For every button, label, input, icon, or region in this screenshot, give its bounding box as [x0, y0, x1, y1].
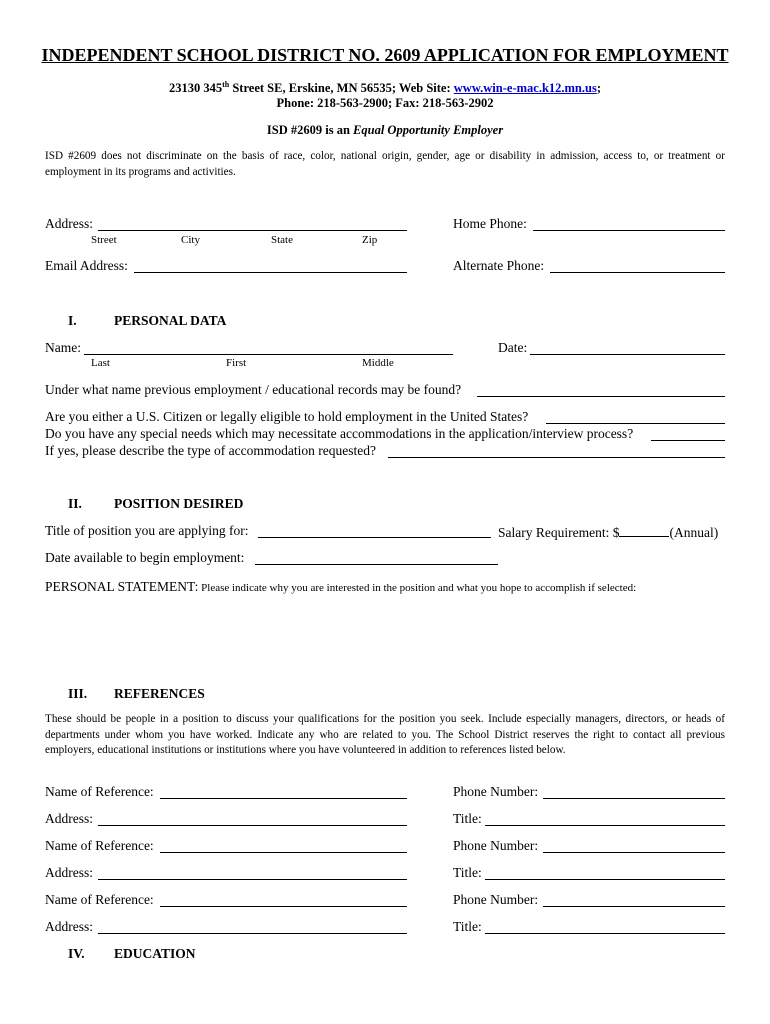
date-available-field[interactable] [255, 564, 498, 565]
reference-2-phone-label: Phone Number: [453, 838, 539, 853]
phone-fax: Phone: 218-563-2900; Fax: 218-563-2902 [276, 96, 494, 110]
nondiscrimination-text: ISD #2609 does not discriminate on the basis of race, color, national origin, gender, age or disability in admission, access to, or treatment or employment in its programs and activities. [45, 150, 725, 178]
reference-3-title-label: Title: [453, 919, 482, 934]
section-4-title: EDUCATION [114, 946, 196, 961]
date-field[interactable] [530, 354, 725, 355]
personal-statement-label: PERSONAL STATEMENT: [45, 579, 199, 594]
zip-caption: Zip [362, 234, 378, 246]
eoe-pre: ISD #2609 is an [266, 123, 354, 137]
salary-suffix: (Annual) [669, 525, 719, 540]
reference-2-address-label: Address: [45, 865, 93, 880]
reference-1-phone-label: Phone Number: [453, 784, 539, 799]
reference-2-title-field[interactable] [485, 879, 725, 880]
reference-3-name-field[interactable] [160, 906, 407, 907]
first-caption: First [226, 357, 247, 369]
section-2-number: II. [68, 496, 82, 511]
address-end: ; [596, 81, 601, 96]
reference-3-address-label: Address: [45, 919, 93, 934]
reference-2-address-field[interactable] [98, 879, 407, 880]
salary-label [498, 523, 718, 541]
section-4-number: IV. [68, 946, 85, 961]
citizenship-question: Are you either a U.S. Citizen or legally eligible to hold employment in the United States? [45, 409, 529, 424]
citizenship-field[interactable] [546, 423, 725, 424]
email-label: Email Address: [45, 258, 128, 273]
reference-3-title-field[interactable] [485, 933, 725, 934]
special-needs-field[interactable] [651, 440, 725, 441]
district-address [0, 80, 770, 96]
address-post: Street SE, Erskine, MN 56535; Web Site: [229, 81, 454, 96]
date-label: Date: [498, 340, 528, 355]
reference-2-name-field[interactable] [160, 852, 407, 853]
reference-1-name-label: Name of Reference: [45, 784, 154, 799]
city-caption: City [181, 234, 200, 246]
eoe-em: Equal Opportunity Employer [353, 123, 504, 137]
reference-2-name-label: Name of Reference: [45, 838, 154, 853]
section-3-title: REFERENCES [114, 686, 205, 701]
home-phone-field[interactable] [533, 230, 725, 231]
state-caption: State [271, 234, 293, 246]
section-1-title: PERSONAL DATA [114, 313, 227, 328]
previous-name-question: Under what name previous employment / educational records may be found? [45, 382, 462, 397]
reference-1-address-label: Address: [45, 811, 93, 826]
reference-1-title-field[interactable] [485, 825, 725, 826]
address-sup: th [222, 80, 230, 89]
reference-3-name-label: Name of Reference: [45, 892, 154, 907]
reference-1-phone-field[interactable] [543, 798, 725, 799]
alt-phone-field[interactable] [550, 272, 725, 273]
reference-1-name-field[interactable] [160, 798, 407, 799]
reference-3-address-field[interactable] [98, 933, 407, 934]
personal-statement-area[interactable] [45, 600, 725, 670]
reference-1-title-label: Title: [453, 811, 482, 826]
salary-label-text: Salary Requirement: $ [498, 525, 620, 540]
home-phone-label: Home Phone: [453, 216, 527, 231]
reference-3-phone-field[interactable] [543, 906, 725, 907]
references-instructions: These should be people in a position to discuss your qualifications for the position you seek. Include especially managers, directors, or heads of departments under whom you have worked. Indicate any who are related to you. The School District reserves the right to contact all previous employers, educational institutions or institutions where you have volunteered in addition to references listed below. [45, 713, 725, 756]
position-label: Title of position you are applying for: [45, 523, 249, 538]
personal-statement-prompt: Please indicate why you are interested in the position and what you hope to accomplish if selected: [198, 582, 637, 594]
website-link[interactable]: www.win-e-mac.k12.mn.us [453, 81, 597, 96]
alt-phone-label: Alternate Phone: [453, 258, 545, 273]
date-available-label: Date available to begin employment: [45, 550, 245, 565]
reference-1-address-field[interactable] [98, 825, 407, 826]
form-title: INDEPENDENT SCHOOL DISTRICT NO. 2609 APPLICATION FOR EMPLOYMENT [41, 45, 729, 65]
personal-statement [45, 578, 636, 596]
salary-field[interactable] [619, 523, 669, 537]
accommodation-question: If yes, please describe the type of accommodation requested? [45, 443, 376, 458]
section-2-title: POSITION DESIRED [114, 496, 244, 511]
middle-caption: Middle [362, 357, 394, 369]
address-pre: 23130 345 [168, 81, 223, 96]
section-3-number: III. [68, 686, 88, 701]
name-label: Name: [45, 340, 81, 355]
section-1-number: I. [68, 313, 77, 328]
position-field[interactable] [258, 537, 491, 538]
eoe-statement [0, 123, 770, 138]
email-field[interactable] [134, 272, 407, 273]
reference-3-phone-label: Phone Number: [453, 892, 539, 907]
name-field[interactable] [84, 354, 453, 355]
last-caption: Last [91, 357, 110, 369]
street-caption: Street [91, 234, 117, 246]
reference-2-phone-field[interactable] [543, 852, 725, 853]
accommodation-field[interactable] [388, 457, 725, 458]
special-needs-question: Do you have any special needs which may necessitate accommodations in the application/interview process? [45, 426, 634, 441]
reference-2-title-label: Title: [453, 865, 482, 880]
address-label: Address: [45, 216, 93, 231]
previous-name-field[interactable] [477, 396, 725, 397]
address-field[interactable] [98, 230, 407, 231]
